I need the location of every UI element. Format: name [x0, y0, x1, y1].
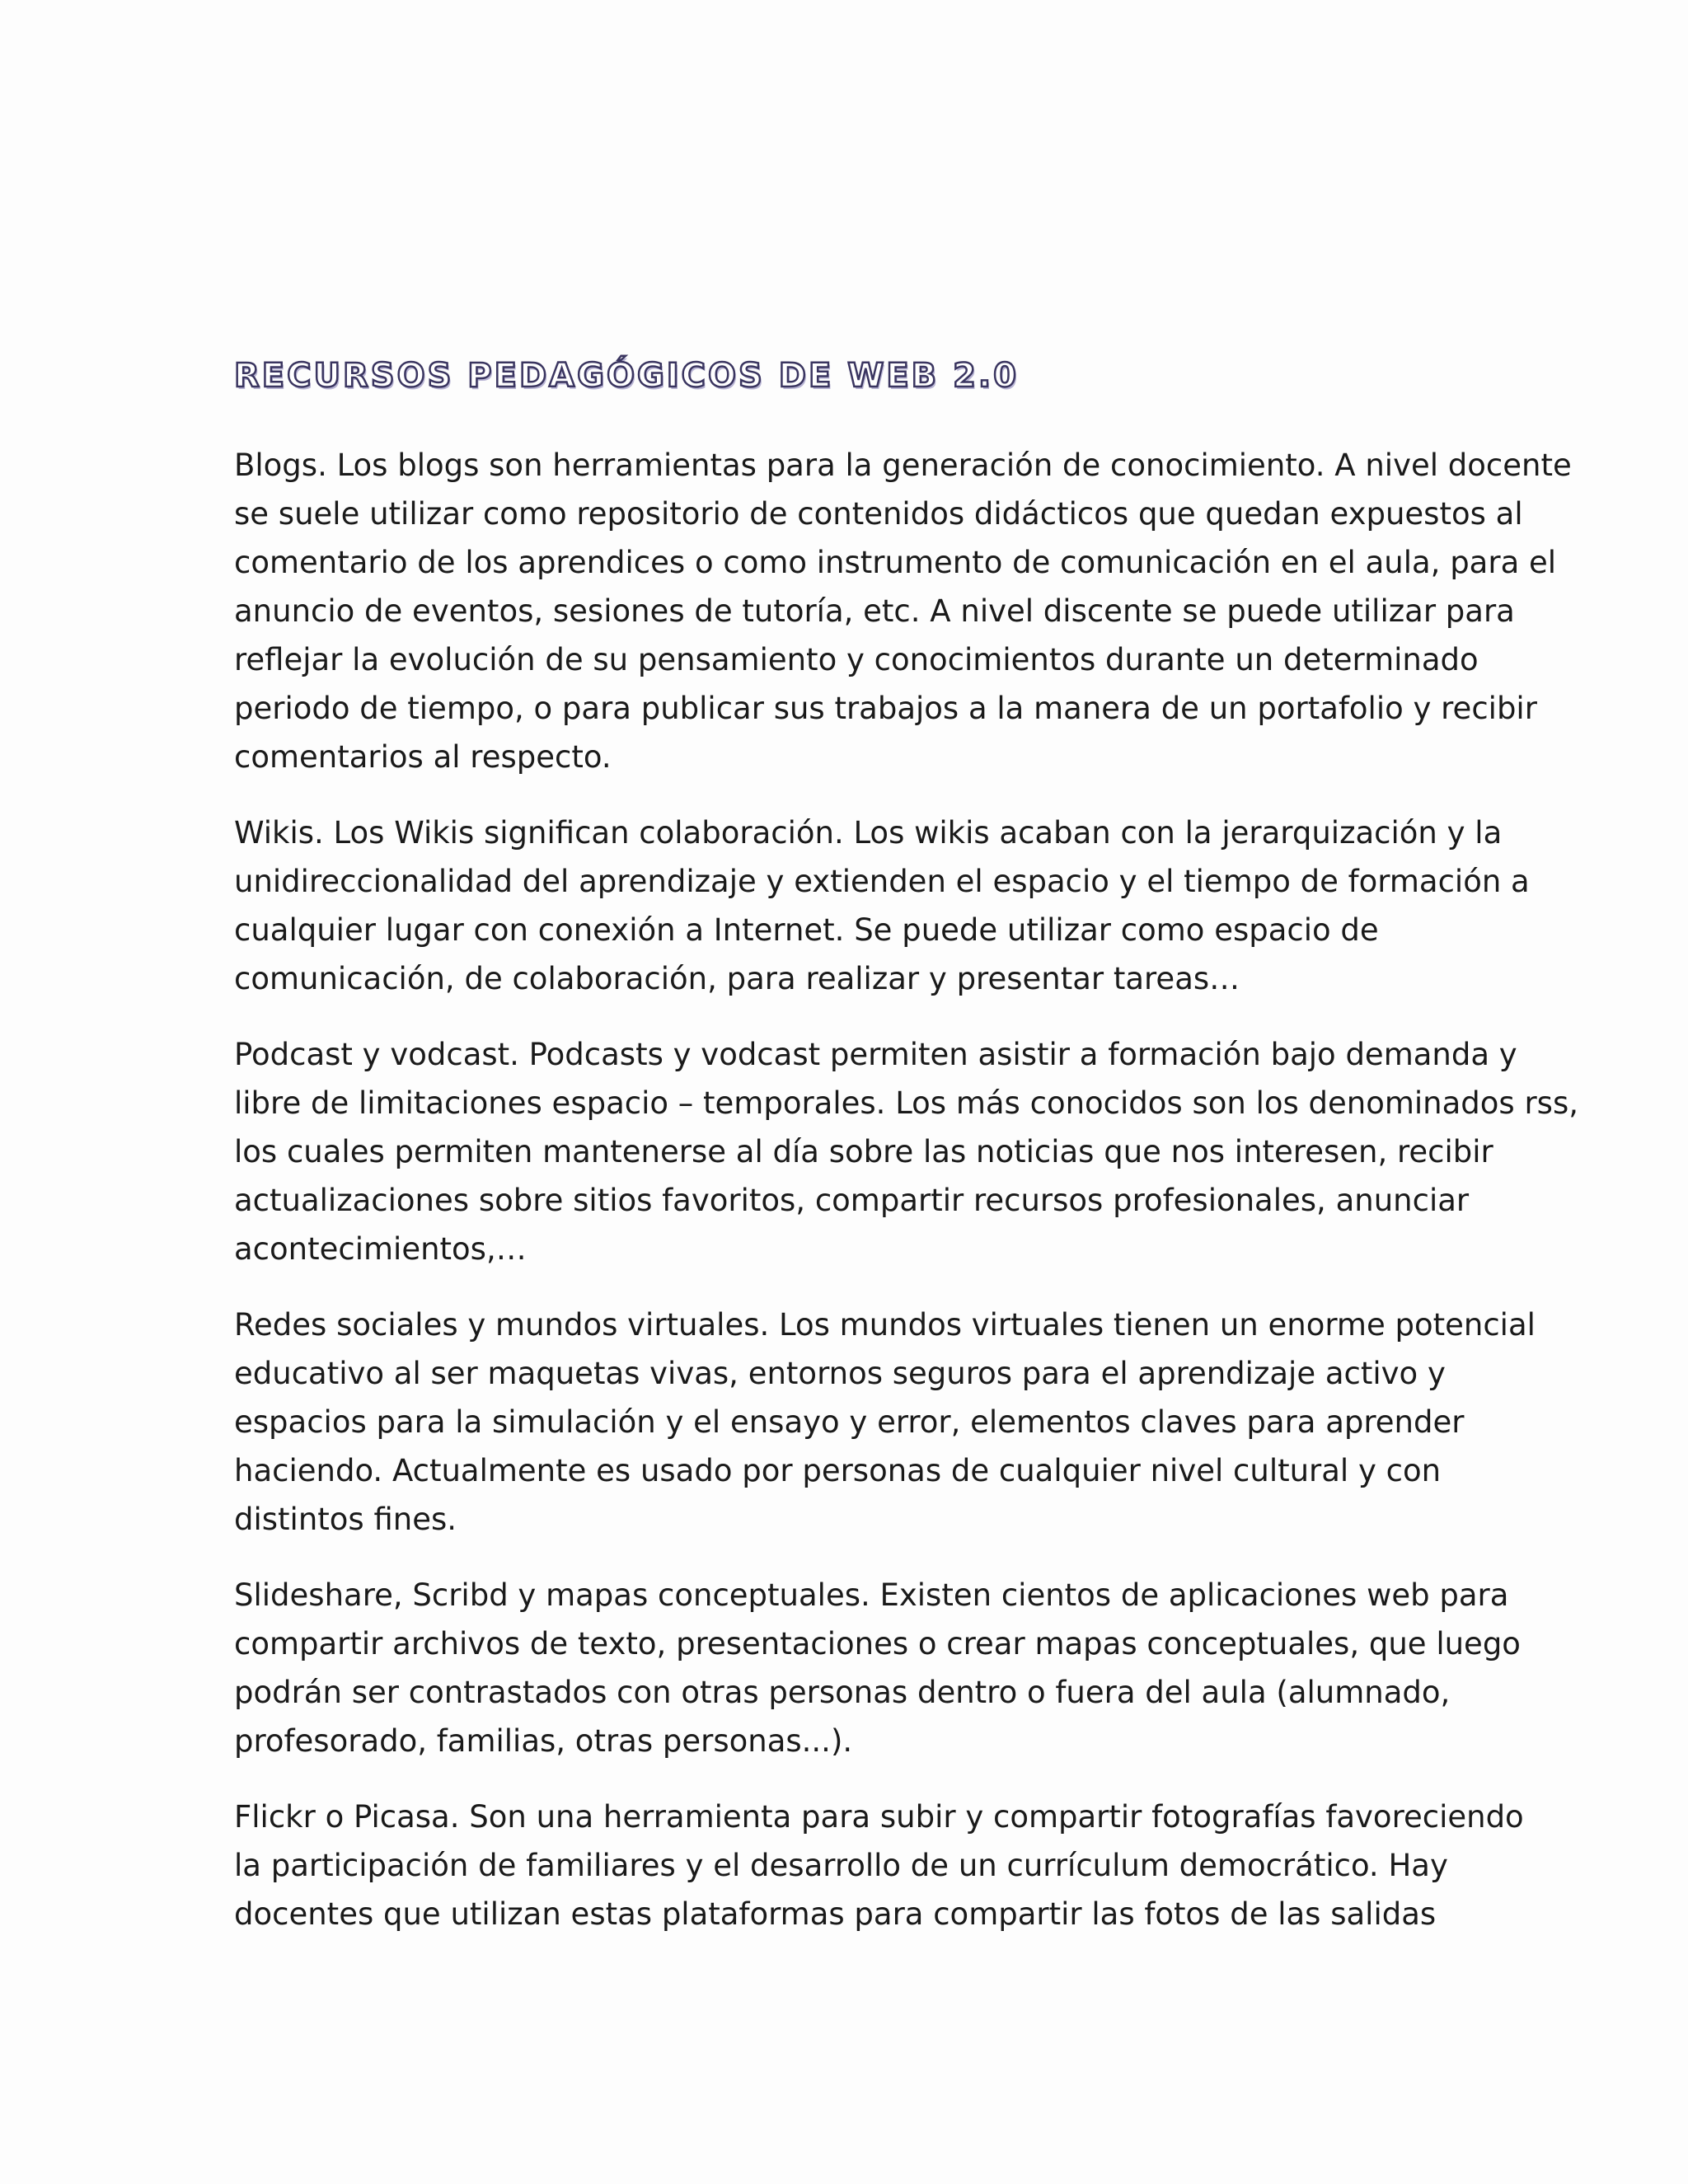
text-line: espacios para la simulación y el ensayo y error, elementos claves para aprender — [234, 1404, 1465, 1440]
text-line: la participación de familiares y el desarrollo de un currículum democrático. Hay — [234, 1848, 1448, 1883]
text-line: comentario de los aprendices o como instrumento de comunicación en el aula, para el — [234, 545, 1557, 580]
text-line: comentarios al respecto. — [234, 739, 612, 775]
paragraph-redes-sociales — [234, 1301, 1536, 1544]
text-line: reflejar la evolución de su pensamiento y conocimientos durante un determinado — [234, 642, 1479, 677]
text-line: Blogs. Los blogs son herramientas para la generación de conocimiento. A nivel docente — [234, 448, 1572, 483]
text-line: los cuales permiten mantenerse al día sobre las noticias que nos interesen, recibir — [234, 1134, 1493, 1169]
text-line: Podcast y vodcast. Podcasts y vodcast permiten asistir a formación bajo demanda y — [234, 1037, 1517, 1072]
text-line: distintos fines. — [234, 1502, 457, 1537]
text-line: compartir archivos de texto, presentaciones o crear mapas conceptuales, que luego — [234, 1626, 1521, 1661]
text-line: docentes que utilizan estas plataformas para compartir las fotos de las salidas — [234, 1896, 1437, 1932]
text-line: Flickr o Picasa. Son una herramienta para subir y compartir fotografías favoreciendo — [234, 1799, 1524, 1835]
text-line: se suele utilizar como repositorio de contenidos didácticos que quedan expuestos al — [234, 496, 1523, 532]
text-line: comunicación, de colaboración, para realizar y presentar tareas… — [234, 961, 1240, 996]
text-line: anuncio de eventos, sesiones de tutoría, etc. A nivel discente se puede utilizar para — [234, 593, 1515, 629]
text-line: unidireccionalidad del aprendizaje y extienden el espacio y el tiempo de formación a — [234, 864, 1530, 899]
text-line: podrán ser contrastados con otras personas dentro o fuera del aula (alumnado, — [234, 1675, 1451, 1710]
text-line: actualizaciones sobre sitios favoritos, compartir recursos profesionales, anunciar — [234, 1183, 1470, 1218]
paragraph-podcast — [234, 1030, 1578, 1273]
text-line: Slideshare, Scribd y mapas conceptuales. Existen cientos de aplicaciones web para — [234, 1577, 1509, 1613]
text-line: cualquier lugar con conexión a Internet. Se puede utilizar como espacio de — [234, 912, 1379, 948]
text-line: libre de limitaciones espacio – temporales. Los más conocidos son los denominados rss, — [234, 1085, 1578, 1121]
text-line: acontecimientos,… — [234, 1231, 527, 1267]
paragraph-blogs — [234, 441, 1572, 781]
text-line: periodo de tiempo, o para publicar sus trabajos a la manera de un portafolio y recibir — [234, 691, 1537, 726]
paragraph-flickr — [234, 1793, 1524, 1938]
paragraph-slideshare — [234, 1571, 1521, 1765]
text-line: haciendo. Actualmente es usado por personas de cualquier nivel cultural y con — [234, 1453, 1442, 1488]
paragraph-wikis — [234, 808, 1530, 1003]
text-line: Redes sociales y mundos virtuales. Los mundos virtuales tienen un enorme potencial — [234, 1307, 1536, 1343]
document-body — [234, 441, 1578, 1966]
document-title: RECURSOS PEDAGÓGICOS DE WEB 2.0 — [234, 357, 1019, 395]
text-line: profesorado, familias, otras personas...). — [234, 1723, 853, 1759]
text-line: educativo al ser maquetas vivas, entornos seguros para el aprendizaje activo y — [234, 1356, 1446, 1391]
text-line: Wikis. Los Wikis significan colaboración. Los wikis acaban con la jerarquización y la — [234, 815, 1503, 851]
